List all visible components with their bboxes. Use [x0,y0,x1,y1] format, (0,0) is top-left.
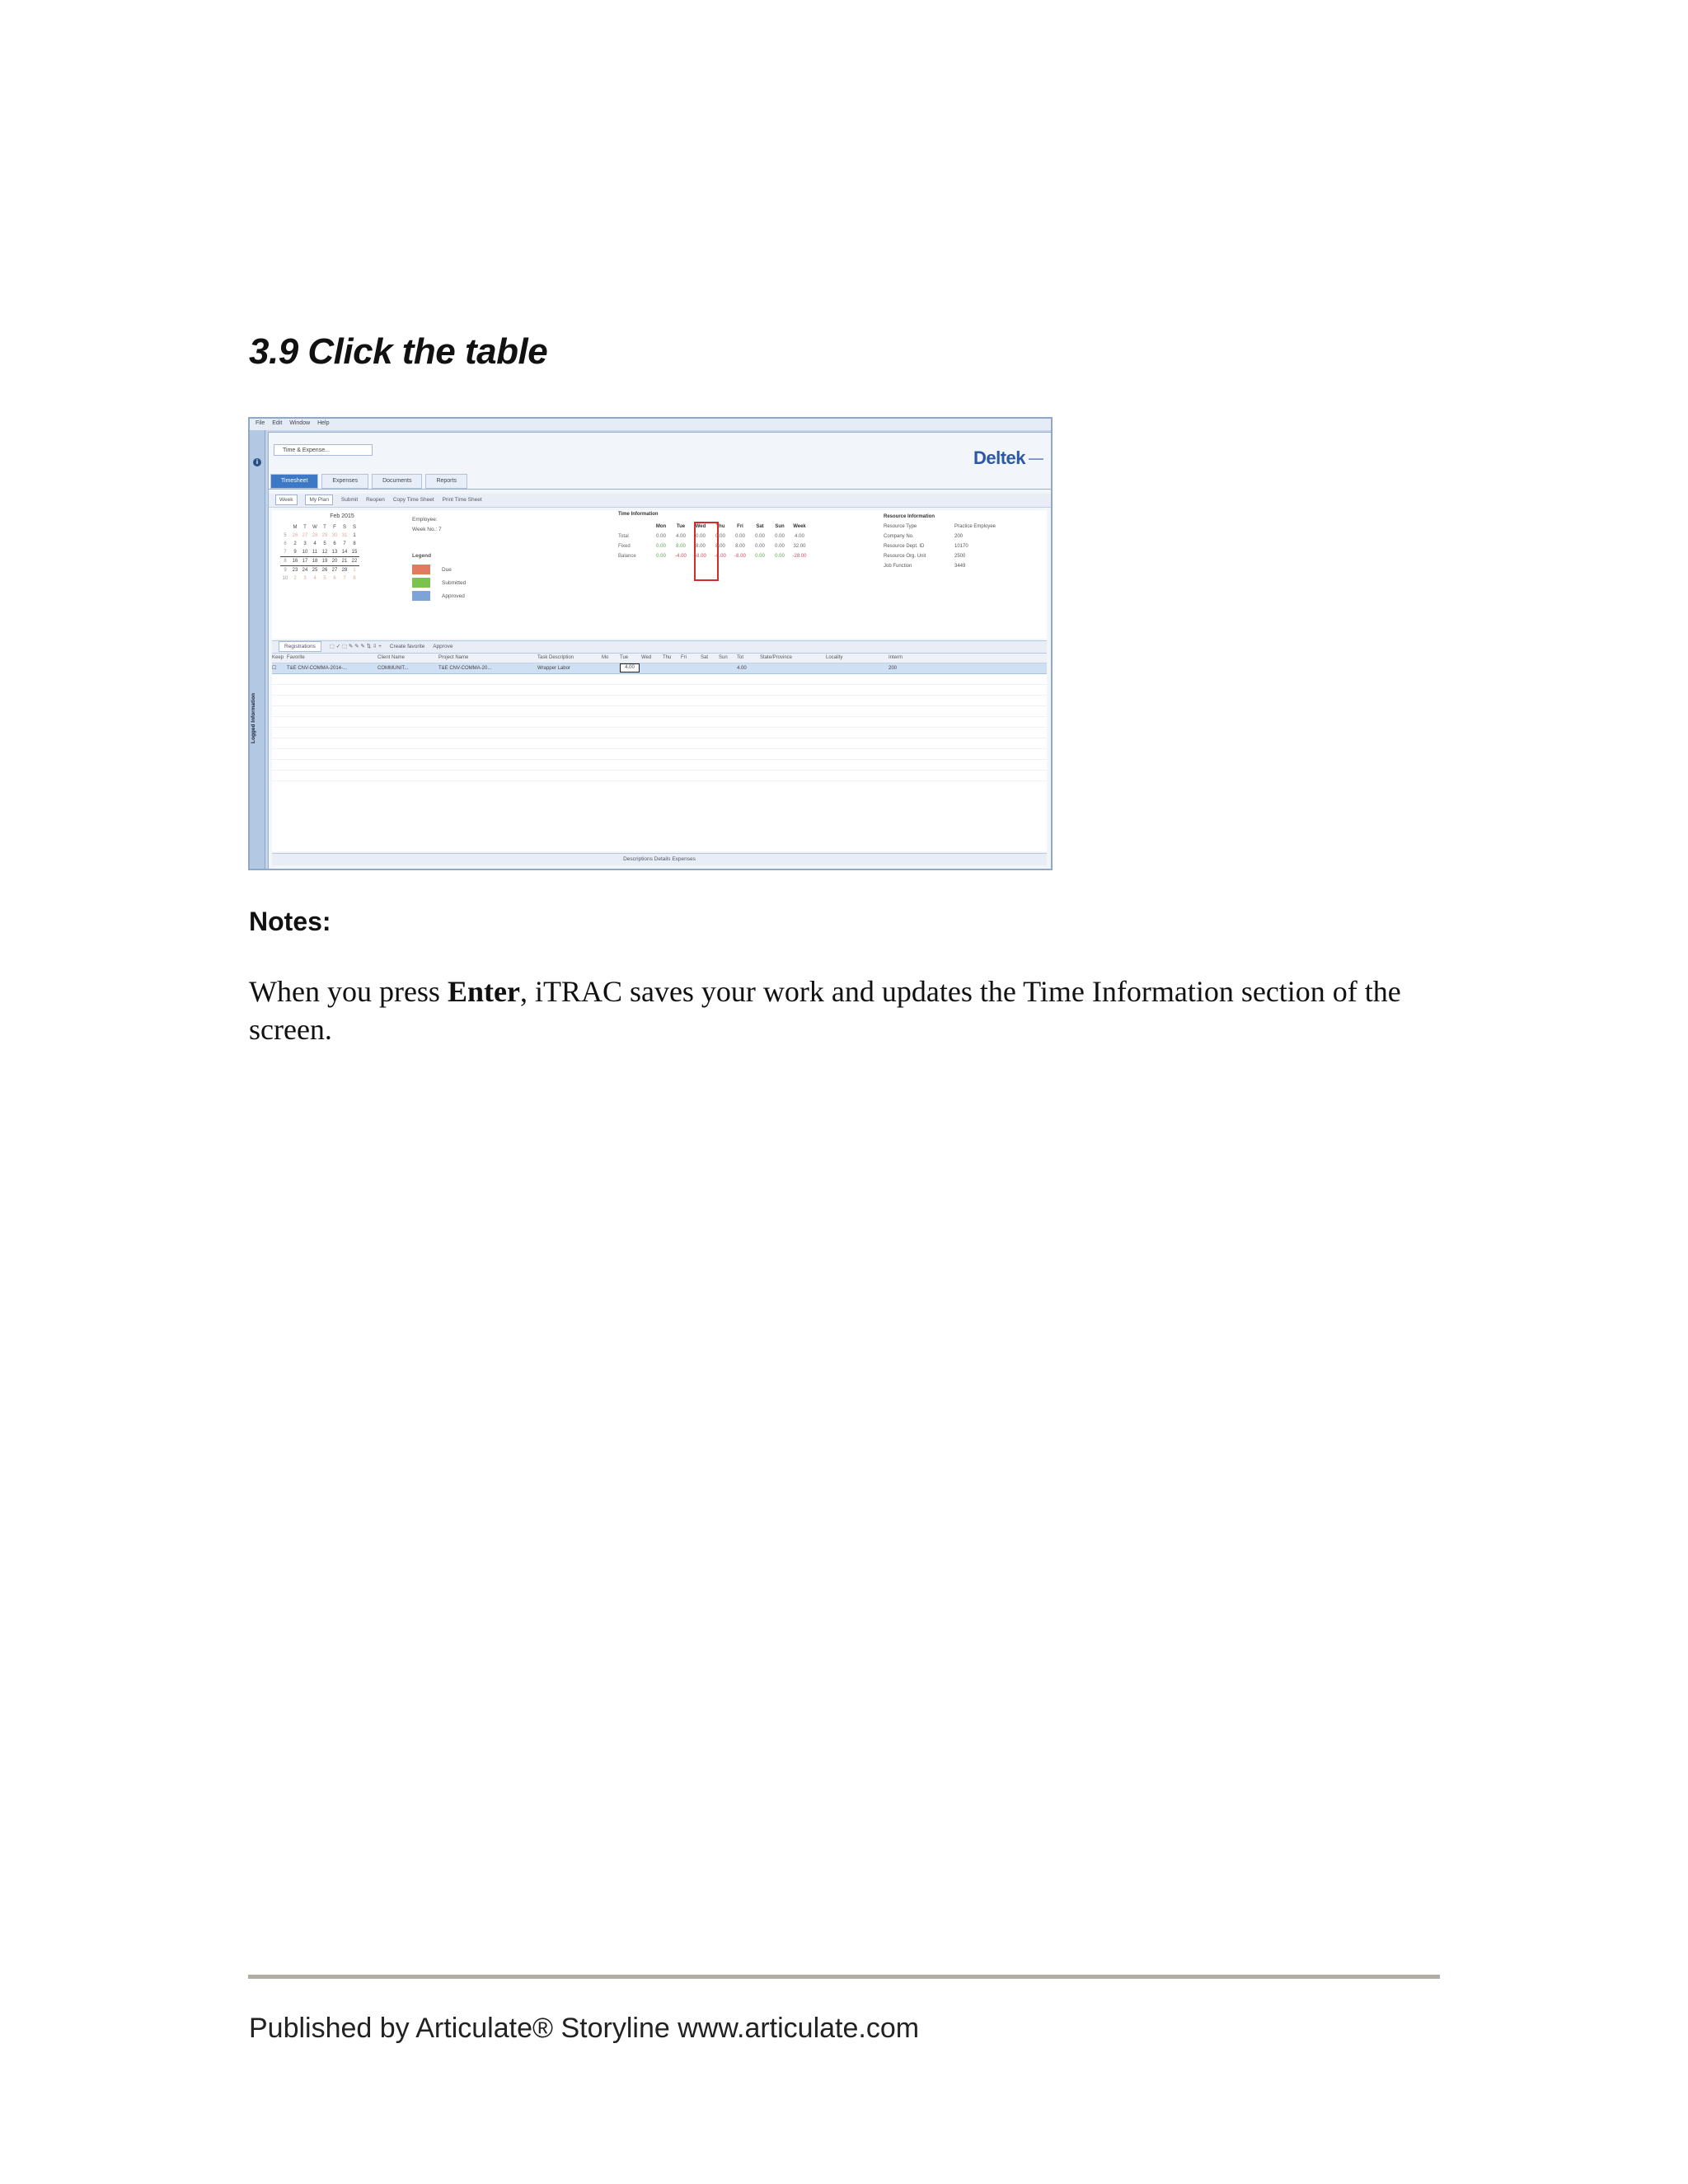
tue-hours-input[interactable]: 4.00 [620,663,640,673]
calendar-day[interactable]: 22 [349,557,359,566]
tab-expenses[interactable]: Expenses [321,474,368,489]
calendar-week-number: 9 [284,568,287,573]
time-info-header: Fri [737,524,743,529]
menu-bar [250,419,1051,430]
calendar-weekday: S [352,525,356,530]
selected-week-row[interactable] [280,557,359,566]
calendar-day[interactable]: 27 [302,533,308,538]
calendar-day[interactable]: 15 [351,550,358,555]
header-interm[interactable]: Interm [889,655,903,660]
time-info-cell: 0.00 [775,534,785,539]
cell-project-name[interactable]: T&E CNV-COMMA-20... [438,666,492,672]
calendar-weekday [280,523,290,532]
time-info-header: Tue [676,524,686,529]
empty-row [272,771,1047,781]
page-title: 3.9 Click the table [249,331,548,372]
calendar-day[interactable]: 8 [353,576,356,581]
empty-row [272,696,1047,706]
header-sat[interactable]: Sat [701,655,709,660]
calendar-month: Feb 2015 [330,513,354,519]
week-no-label: Week No.: [412,527,438,532]
registrations-tab[interactable]: Registrations [279,641,321,652]
time-info-cell: -8.00 [715,554,726,559]
time-info-cell: 4.00 [676,534,686,539]
cell-keep[interactable]: ☐ [272,666,277,672]
menu-window[interactable]: Window [289,420,311,426]
calendar-day[interactable]: 6 [333,576,336,581]
resource-info-key: Resource Org. Unit [884,554,926,559]
calendar-day[interactable]: 20 [330,557,340,566]
time-info-cell: -8.00 [734,554,746,559]
header-locality[interactable]: Locality [826,655,843,660]
resource-info-value: Practice Employee [954,524,996,529]
legend-title: Legend [412,553,432,559]
calendar-weekday: T [323,525,326,530]
resource-info-row [884,561,996,571]
calendar-day[interactable]: 29 [321,533,328,538]
calendar-day[interactable]: 28 [341,568,348,573]
time-info-cell: 0.00 [775,554,785,559]
calendar-day[interactable]: 2 [293,576,297,581]
calendar-day[interactable]: 25 [312,568,318,573]
calendar-day[interactable]: 26 [292,533,298,538]
calendar-weekday: S [342,525,346,530]
info-icon[interactable]: i [253,458,261,466]
legend-item [412,578,466,591]
header-fri[interactable]: Fri [681,655,687,660]
notes-text-enter: Enter [447,975,520,1008]
resource-info-row [884,532,996,541]
calendar-day[interactable]: 2 [293,541,297,546]
calendar-day[interactable]: 11 [312,550,318,555]
header-keep[interactable]: Keep [272,655,284,660]
resource-info-title: Resource Information [884,514,935,519]
time-info-header: Sun [775,524,785,529]
calendar-day[interactable]: 13 [331,550,338,555]
calendar-day[interactable]: 1 [353,568,356,573]
header-project-name[interactable]: Project Name [438,655,469,660]
deltek-screenshot [248,417,1053,870]
copy-time-sheet-button[interactable]: Copy Time Sheet [392,497,434,503]
header-thu[interactable]: Thu [663,655,672,660]
calendar-day[interactable]: 21 [340,557,349,566]
time-info-cell: 0.00 [775,544,785,549]
calendar-day[interactable]: 19 [320,557,330,566]
calendar-day[interactable]: 10 [302,550,308,555]
time-info-cell: 8.00 [735,544,745,549]
cell-total[interactable]: 4.00 [737,666,747,672]
left-side-strip [250,430,265,870]
resource-info-value: 10170 [954,544,968,549]
resource-info-value: 3449 [954,564,966,569]
week-no-value: 7 [438,527,442,532]
resource-info-key: Company No. [884,534,914,539]
notes-text-before: When you press [249,975,448,1008]
time-info-row-label: Total [618,534,629,539]
calendar-day[interactable]: 6 [333,541,336,546]
header-wed[interactable]: Wed [641,655,652,660]
resource-info-row [884,551,996,561]
cell-interm[interactable]: 200 [889,666,898,672]
empty-row [272,706,1047,717]
resource-info-row [884,522,996,532]
employee-label: Employee: [412,517,438,523]
week-no-row [412,525,519,535]
menu-edit[interactable]: Edit [272,420,283,426]
week-button[interactable]: Week [275,494,298,505]
time-info-cell: 32.00 [793,544,806,549]
calendar-day[interactable]: 12 [321,550,328,555]
main-tabs [269,474,1052,490]
time-info-cell: 0.00 [656,554,666,559]
header-mon[interactable]: Mo [602,655,609,660]
calendar-day[interactable]: 8 [353,541,356,546]
toolbar [269,494,1052,508]
calendar-day[interactable]: 4 [313,576,316,581]
header-client-name[interactable]: Client Name [377,655,406,660]
my-plan-button[interactable]: My Plan [305,494,332,505]
time-info-cell: 8.00 [696,544,706,549]
legend-label: Approved [442,593,465,599]
notes-label: Notes: [249,907,331,936]
tuesday-highlight-box [694,522,719,581]
calendar-week-number: 10 [282,576,288,581]
calendar-week-number: 6 [284,541,287,546]
calendar-day[interactable]: 16 [290,557,300,566]
calendar-day[interactable]: 18 [310,557,320,566]
calendar-day[interactable]: 14 [341,550,348,555]
time-info-cell: -28.00 [792,554,807,559]
menu-help[interactable]: Help [317,420,330,426]
cell-favorite[interactable]: T&E CNV-COMMA-2014-... [287,666,348,672]
table-header [272,654,1047,663]
empty-row [272,685,1047,696]
time-info-cell: 0.00 [755,534,765,539]
calendar-day[interactable]: 4 [313,541,316,546]
time-info-header: Mon [655,524,667,529]
resource-info-value: 2500 [954,554,966,559]
time-info-cell: 0.00 [715,534,725,539]
week-calendar[interactable] [280,513,404,583]
calendar-day[interactable]: 31 [341,533,348,538]
calendar-weekday: W [312,525,317,530]
time-info-row-label: Balance [618,554,636,559]
calendar-day[interactable]: 23 [292,568,298,573]
time-info-header: Thu [715,524,725,529]
header-sun[interactable]: Sun [719,655,728,660]
footer-text: Published by Articulate® Storyline www.articulate.com [249,2013,920,2044]
print-time-sheet-button[interactable]: Print Time Sheet [442,497,482,503]
header-tue[interactable]: Tue [620,655,629,660]
legend [412,553,466,604]
registrations-table[interactable] [272,654,1047,851]
reopen-button[interactable]: Reopen [366,497,385,503]
calendar-day[interactable]: 1 [353,533,356,538]
approve-button[interactable]: Approve [433,644,453,649]
calendar-week-number: 8 [280,557,290,566]
cell-task-description[interactable]: Wrapper Labor [537,666,570,672]
calendar-day[interactable]: 17 [300,557,310,566]
calendar-day[interactable]: 28 [312,533,318,538]
tab-documents[interactable]: Documents [372,474,422,489]
legend-label: Due [442,567,452,573]
logo-tagline: ▬▬▬ [1029,457,1043,462]
calendar-day[interactable]: 3 [303,576,307,581]
calendar-day[interactable]: 9 [293,550,297,555]
cell-client-name[interactable]: COMMUNIT... [377,666,409,672]
submit-button[interactable]: Submit [340,497,359,503]
calendar-day[interactable]: 24 [302,568,308,573]
document-area [268,432,1053,870]
calendar-week-number: 5 [284,533,287,538]
time-info-cell: 0.00 [656,544,666,549]
empty-row [272,738,1047,749]
time-info-header [618,522,651,532]
empty-row [272,717,1047,728]
calendar-day[interactable]: 7 [343,541,346,546]
header-favorite[interactable]: Favorite [287,655,305,660]
calendar-day[interactable]: 7 [343,576,346,581]
time-info-cell: 0.00 [735,534,745,539]
legend-swatch-submitted [412,578,430,588]
empty-row [272,760,1047,771]
time-sheet-header-panel [272,510,1047,639]
tab-reports[interactable]: Reports [425,474,467,489]
time-info-header: Week [793,524,806,529]
menu-file[interactable]: File [256,420,265,426]
time-info-row-label: Fixed [618,544,631,549]
time-info-cell: 0.00 [656,534,666,539]
time-info-header: Wed [695,524,706,529]
calendar-grid[interactable] [280,523,359,583]
empty-row [272,674,1047,685]
calendar-weekday: M [293,525,298,530]
time-info-cell: 0.00 [696,534,706,539]
calendar-weekday: T [303,525,307,530]
cell-tue[interactable] [620,663,641,673]
document-tab[interactable]: Time & Expense... [274,444,373,456]
resource-info-key: Job Function [884,564,912,569]
time-info-cell: 8.00 [715,544,725,549]
calendar-day[interactable]: 30 [331,533,338,538]
legend-item [412,591,466,604]
notes-text [249,972,1452,1048]
empty-row [272,749,1047,760]
resource-information [884,512,996,571]
empty-row [272,728,1047,738]
time-info-cell: 0.00 [755,554,765,559]
resource-info-value: 200 [954,534,964,539]
time-info-header: Sat [756,524,764,529]
employee-panel [412,515,519,535]
resource-info-key: Resource Type [884,524,917,529]
resource-info-key: Resource Dept. ID [884,544,925,549]
calendar-day[interactable]: 26 [321,568,328,573]
calendar-weekday: F [333,525,336,530]
header-task-description[interactable]: Task Description [537,655,574,660]
tab-timesheet[interactable]: Timesheet [270,474,318,489]
table-row[interactable] [272,663,1047,674]
time-info-cell: -8.00 [695,554,706,559]
toolbar-icons[interactable]: ⬚ ✓ ⬚ ✎ ✎ ✎ ⇅ ⇩ + [329,644,382,649]
legend-swatch-due [412,565,430,574]
calendar-day[interactable]: 5 [323,576,326,581]
resource-info-row [884,541,996,551]
footer-divider [248,1975,1440,1979]
legend-swatch-approved [412,591,430,601]
legend-item [412,565,466,578]
grid-toolbar [272,640,1047,654]
notes-text-after: , iTRAC saves your work and updates the Time Information section of the screen. [249,975,1401,1046]
legend-label: Submitted [442,580,467,586]
time-info-cell: 8.00 [676,544,686,549]
logged-information-label[interactable]: Logged Information [251,692,256,743]
calendar-day[interactable]: 3 [303,541,307,546]
header-total[interactable]: Tot [737,655,744,660]
time-info-cell: -4.00 [675,554,687,559]
deltek-logo [973,448,1043,469]
details-footer-bar[interactable]: Descriptions Details Expenses [272,853,1047,865]
time-info-cell: 0.00 [755,544,765,549]
time-information-title: Time Information [618,512,659,517]
create-favorite-button[interactable]: Create favorite [389,644,425,649]
calendar-day[interactable]: 27 [331,568,338,573]
logo-text: Deltek [973,448,1025,468]
header-state-province[interactable]: State/Province [760,655,793,660]
calendar-day[interactable]: 5 [323,541,326,546]
time-info-cell: 4.00 [795,534,804,539]
calendar-week-number: 7 [284,550,287,555]
